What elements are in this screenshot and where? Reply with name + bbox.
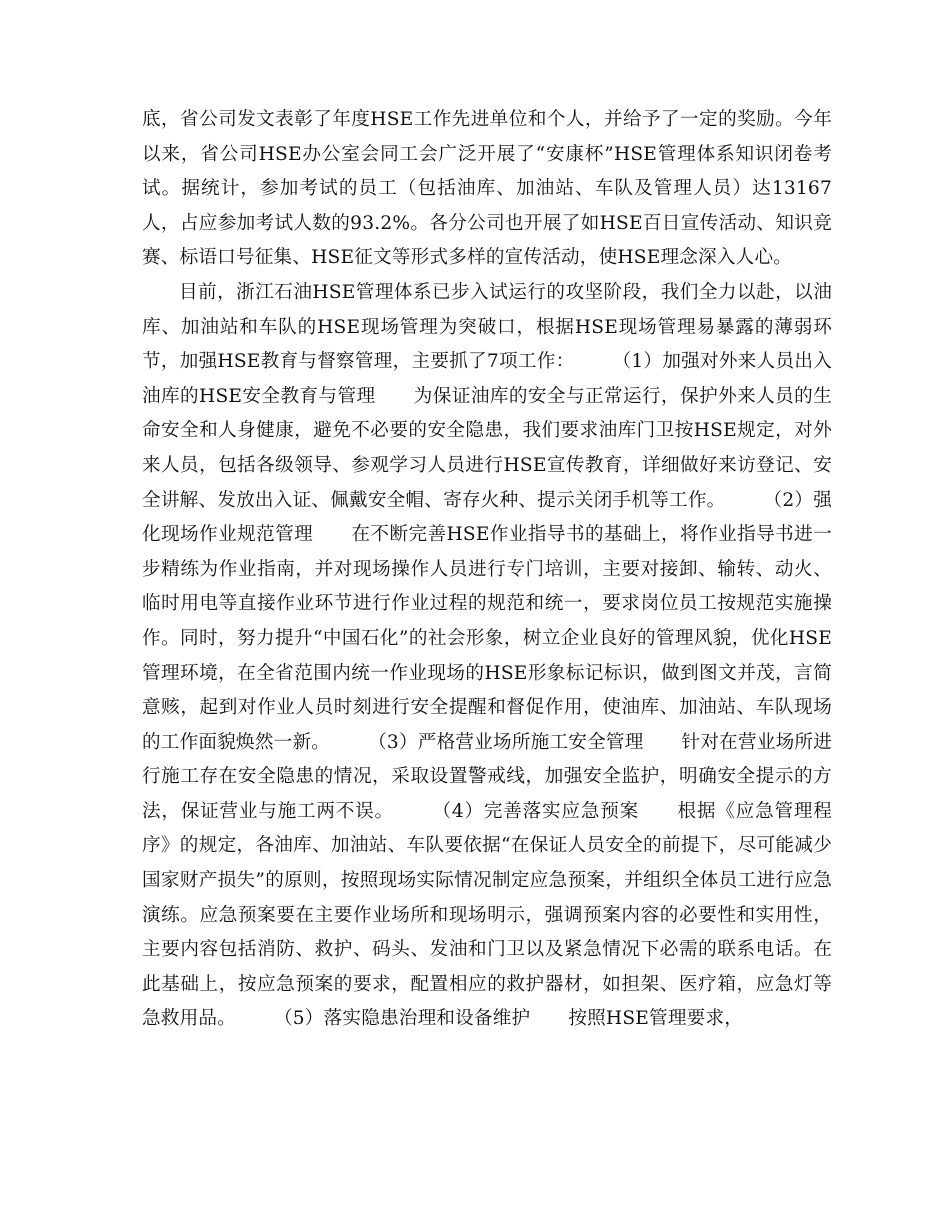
item-2-heading: （2）强化现场作业规范管理 [142,489,832,546]
paragraph-intro-text: 目前，浙江石油HSE管理体系已步入试运行的攻坚阶段，我们全力以赴，以油库、加油站和车队的HSE现场管理为突破口，根据HSE现场管理易暴露的薄弱环节，加强HSE教育与督察管理，主要抓了7项工作： [142,281,832,373]
item-1-body: 为保证油库的安全与正常运行，保护外来人员的生命安全和人身健康，避免不必要的安全隐患，我们要求油库门卫按HSE规定，对外来人员，包括各级领导、参观学习人员进行HSE宣传教育，详细做好来访登记、安全讲解、发放出入证、佩戴安全帽、寄存火种、提示关闭手机等工作。 [142,385,832,511]
paragraph-work-items [142,276,832,1037]
paragraph-text: 底，省公司发文表彰了年度HSE工作先进单位和个人，并给予了一定的奖励。今年以来，省公司HSE办公室会同工会广泛开展了“安康杯”HSE管理体系知识闭卷考试。据统计，参加考试的员工（包括油库、加油站、车队及管理人员）达13167人，占应参加考试人数的93.2%。各分公司也开展了如HSE百日宣传活动、知识竞赛、标语口号征集、HSE征文等形式多样的宣传活动，使HSE理念深入人心。 [142,109,832,269]
document-body [142,103,832,1037]
item-4-heading: （4）完善落实应急预案 [431,800,639,822]
item-5-body: 按照HSE管理要求， [568,1008,744,1030]
item-4-body: 根据《应急管理程序》的规定，各油库、加油站、车队要依据“在保证人员安全的前提下，尽可能减少国家财产损失”的原则，按照现场实际情况制定应急预案，并组织全体员工进行应急演练。应急预案要在主要作业场所和现场明示，强调预案内容的必要性和实用性，主要内容包括消防、救护、码头、发油和门卫以及紧急情况下必需的联系电话。在此基础上，按应急预案的要求，配置相应的救护器材，如担架、医疗箱，应急灯等急救用品。 [142,800,833,1030]
item-3-heading: （3）严格营业场所施工安全管理 [368,731,644,753]
item-2-body: 在不断完善HSE作业指导书的基础上，将作业指导书进一步精练为作业指南，并对现场操作人员进行专门培训，主要对接卸、输转、动火、临时用电等直接作业环节进行作业过程的规范和统一，要求岗位员工按规范实施操作。同时，努力提升“中国石化”的社会形象，树立企业良好的管理风貌，优化HSE管理环境，在全省范围内统一作业现场的HSE形象标记标识，做到图文并茂，言简意赅，起到对作业人员时刻进行安全提醒和督促作用，使油库、加油站、车队现场的工作面貌焕然一新。 [142,524,832,753]
item-1-heading: （1）加强对外来人员出入油库的HSE安全教育与管理 [142,351,832,407]
paragraph-commendation [142,103,832,276]
item-3-body: 针对在营业场所进行施工存在安全隐患的情况，采取设置警戒线，加强安全监护，明确安全提示的方法，保证营业与施工两不误。 [142,731,832,822]
item-5-heading: （5）落实隐患治理和设备维护 [273,1008,531,1030]
